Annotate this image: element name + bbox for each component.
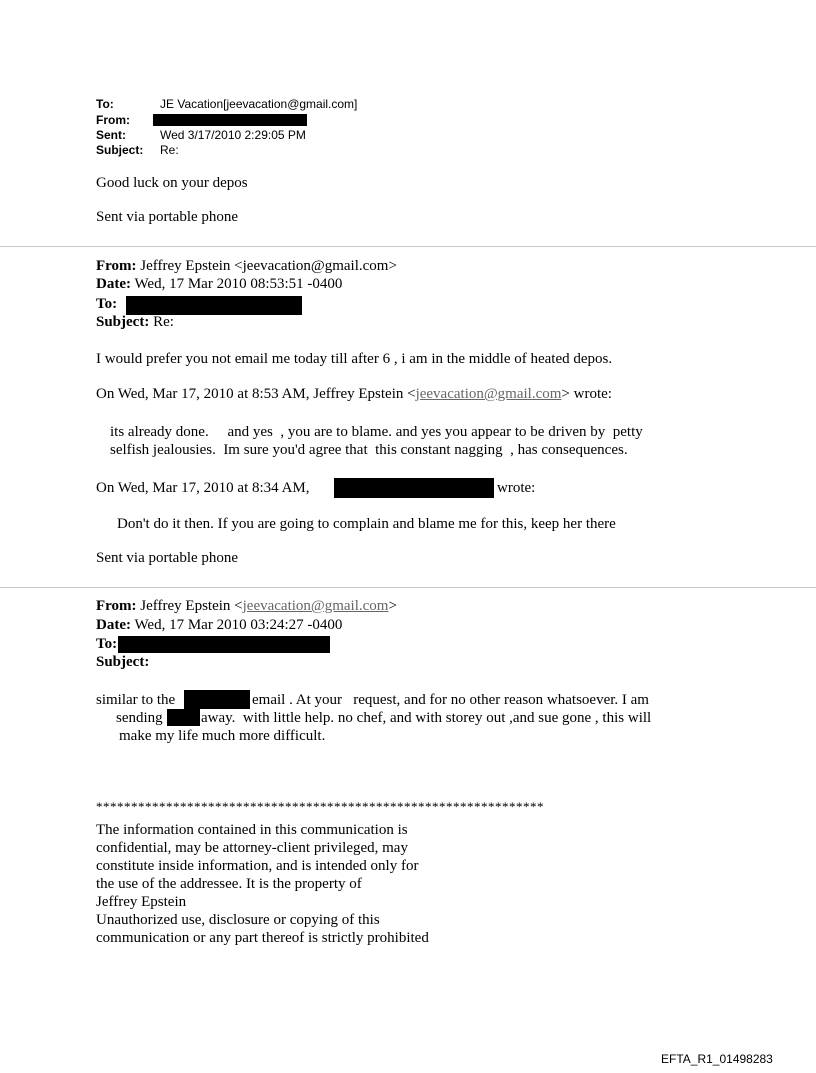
disclaimer-line: communication or any part thereof is strictly prohibited: [96, 930, 429, 946]
quote1-post: > wrote:: [561, 386, 612, 402]
redaction-quote2-sender: [334, 478, 494, 498]
from-label: From:: [96, 598, 137, 614]
quote2-pre: On Wed, Mar 17, 2010 at 8:34 AM,: [96, 480, 310, 496]
redaction-from: [153, 114, 307, 126]
quoted1-line2: selfish jealousies. Im sure you'd agree that this constant nagging , has consequences.: [110, 442, 628, 458]
date-value: Wed, 17 Mar 2010 08:53:51 -0400: [134, 276, 343, 292]
from-label: From:: [96, 258, 137, 274]
disclaimer-line: The information contained in this communication is: [96, 822, 408, 838]
quote2-post: wrote:: [497, 480, 536, 496]
date-value: Wed, 17 Mar 2010 03:24:27 -0400: [134, 617, 343, 633]
body2-line1: I would prefer you not email me today till after 6 , i am in the middle of heated depos.: [96, 351, 613, 367]
disclaimer-line: Jeffrey Epstein: [96, 894, 187, 910]
to-label: To:: [96, 97, 114, 111]
body3-l2-post: away. with little help. no chef, and with storey out ,and sue gone , this will: [201, 710, 652, 726]
body3-l3: make my life much more difficult.: [119, 728, 326, 744]
document-id: EFTA_R1_01498283: [661, 1052, 773, 1066]
date-label: Date:: [96, 617, 131, 633]
from-post: >: [388, 598, 397, 614]
sent-value: Wed 3/17/2010 2:29:05 PM: [160, 128, 306, 142]
sent-label: Sent:: [96, 128, 126, 142]
body3-l2-pre: sending: [116, 710, 163, 726]
from-pre: Jeffrey Epstein <: [140, 598, 243, 614]
body2-signature: Sent via portable phone: [96, 550, 239, 566]
email-link[interactable]: jeevacation@gmail.com: [242, 598, 389, 614]
quote1-attribution: [96, 386, 612, 403]
separator-1: [0, 246, 816, 247]
from-label: From:: [96, 113, 130, 127]
quote1-pre: On Wed, Mar 17, 2010 at 8:53 AM, Jeffrey Epstein <: [96, 386, 416, 402]
subject-label: Subject:: [96, 314, 150, 330]
body1-signature: Sent via portable phone: [96, 209, 239, 225]
disclaimer-line: constitute inside information, and is intended only for: [96, 858, 419, 874]
footer-stars: ****************************************************************: [96, 799, 544, 814]
disclaimer-line: confidential, may be attorney-client privileged, may: [96, 840, 408, 856]
to-value: JE Vacation[jeevacation@gmail.com]: [160, 97, 358, 111]
to-label: To:: [96, 636, 118, 652]
date-label: Date:: [96, 276, 131, 292]
separator-2: [0, 587, 816, 588]
disclaimer-line: the use of the addressee. It is the property of: [96, 876, 362, 892]
footer-disclaimer: [96, 821, 556, 947]
subject-value: Re:: [153, 314, 174, 330]
subject-value: Re:: [160, 143, 179, 157]
subject-label: Subject:: [96, 143, 144, 157]
body1-line1: Good luck on your depos: [96, 175, 248, 191]
to-label: To:: [96, 296, 118, 312]
redaction-to: [118, 636, 330, 653]
from-value: Jeffrey Epstein <jeevacation@gmail.com>: [140, 258, 397, 274]
subject-label: Subject:: [96, 654, 150, 670]
body3-l1-post: email . At your request, and for no other reason whatsoever. I am: [252, 692, 649, 708]
body3-l1-pre: similar to the: [96, 692, 176, 708]
redaction-to: [126, 296, 302, 315]
quoted1-line1: its already done. and yes , you are to blame. and yes you appear to be driven by petty: [110, 424, 643, 440]
redaction-body3-2: [167, 709, 200, 726]
redaction-body3-1: [184, 690, 250, 709]
disclaimer-line: Unauthorized use, disclosure or copying of this: [96, 912, 380, 928]
email-link[interactable]: jeevacation@gmail.com: [415, 386, 562, 402]
quoted2-line1: Don't do it then. If you are going to complain and blame me for this, keep her there: [117, 516, 616, 532]
